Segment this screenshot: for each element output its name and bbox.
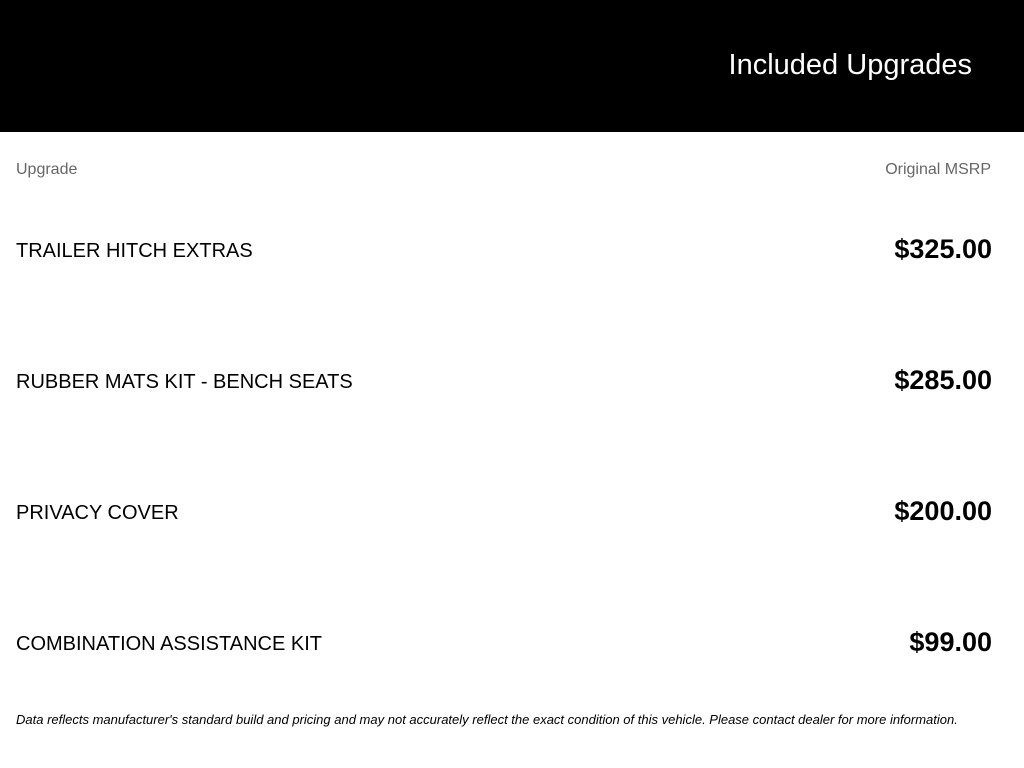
upgrade-name: TRAILER HITCH EXTRAS [16, 240, 253, 262]
upgrade-name: COMBINATION ASSISTANCE KIT [16, 633, 322, 655]
upgrade-row [16, 361, 992, 401]
disclaimer-text: Data reflects manufacturer's standard build and pricing and may not accurately reflect the exact condition of this vehicle. Please contact dealer for more information. [16, 712, 958, 727]
upgrade-price: $99.00 [909, 627, 992, 657]
upgrade-row [16, 492, 992, 532]
upgrade-price: $200.00 [894, 496, 992, 526]
header-banner [0, 0, 1024, 132]
upgrade-name: RUBBER MATS KIT - BENCH SEATS [16, 371, 353, 393]
column-header-msrp: Original MSRP [885, 161, 991, 178]
upgrade-price: $325.00 [894, 234, 992, 264]
page-title: Included Upgrades [728, 49, 972, 81]
column-header-upgrade: Upgrade [16, 161, 78, 178]
upgrade-row [16, 230, 992, 270]
upgrade-price: $285.00 [894, 365, 992, 395]
upgrade-row [16, 623, 992, 663]
upgrade-name: PRIVACY COVER [16, 502, 179, 524]
